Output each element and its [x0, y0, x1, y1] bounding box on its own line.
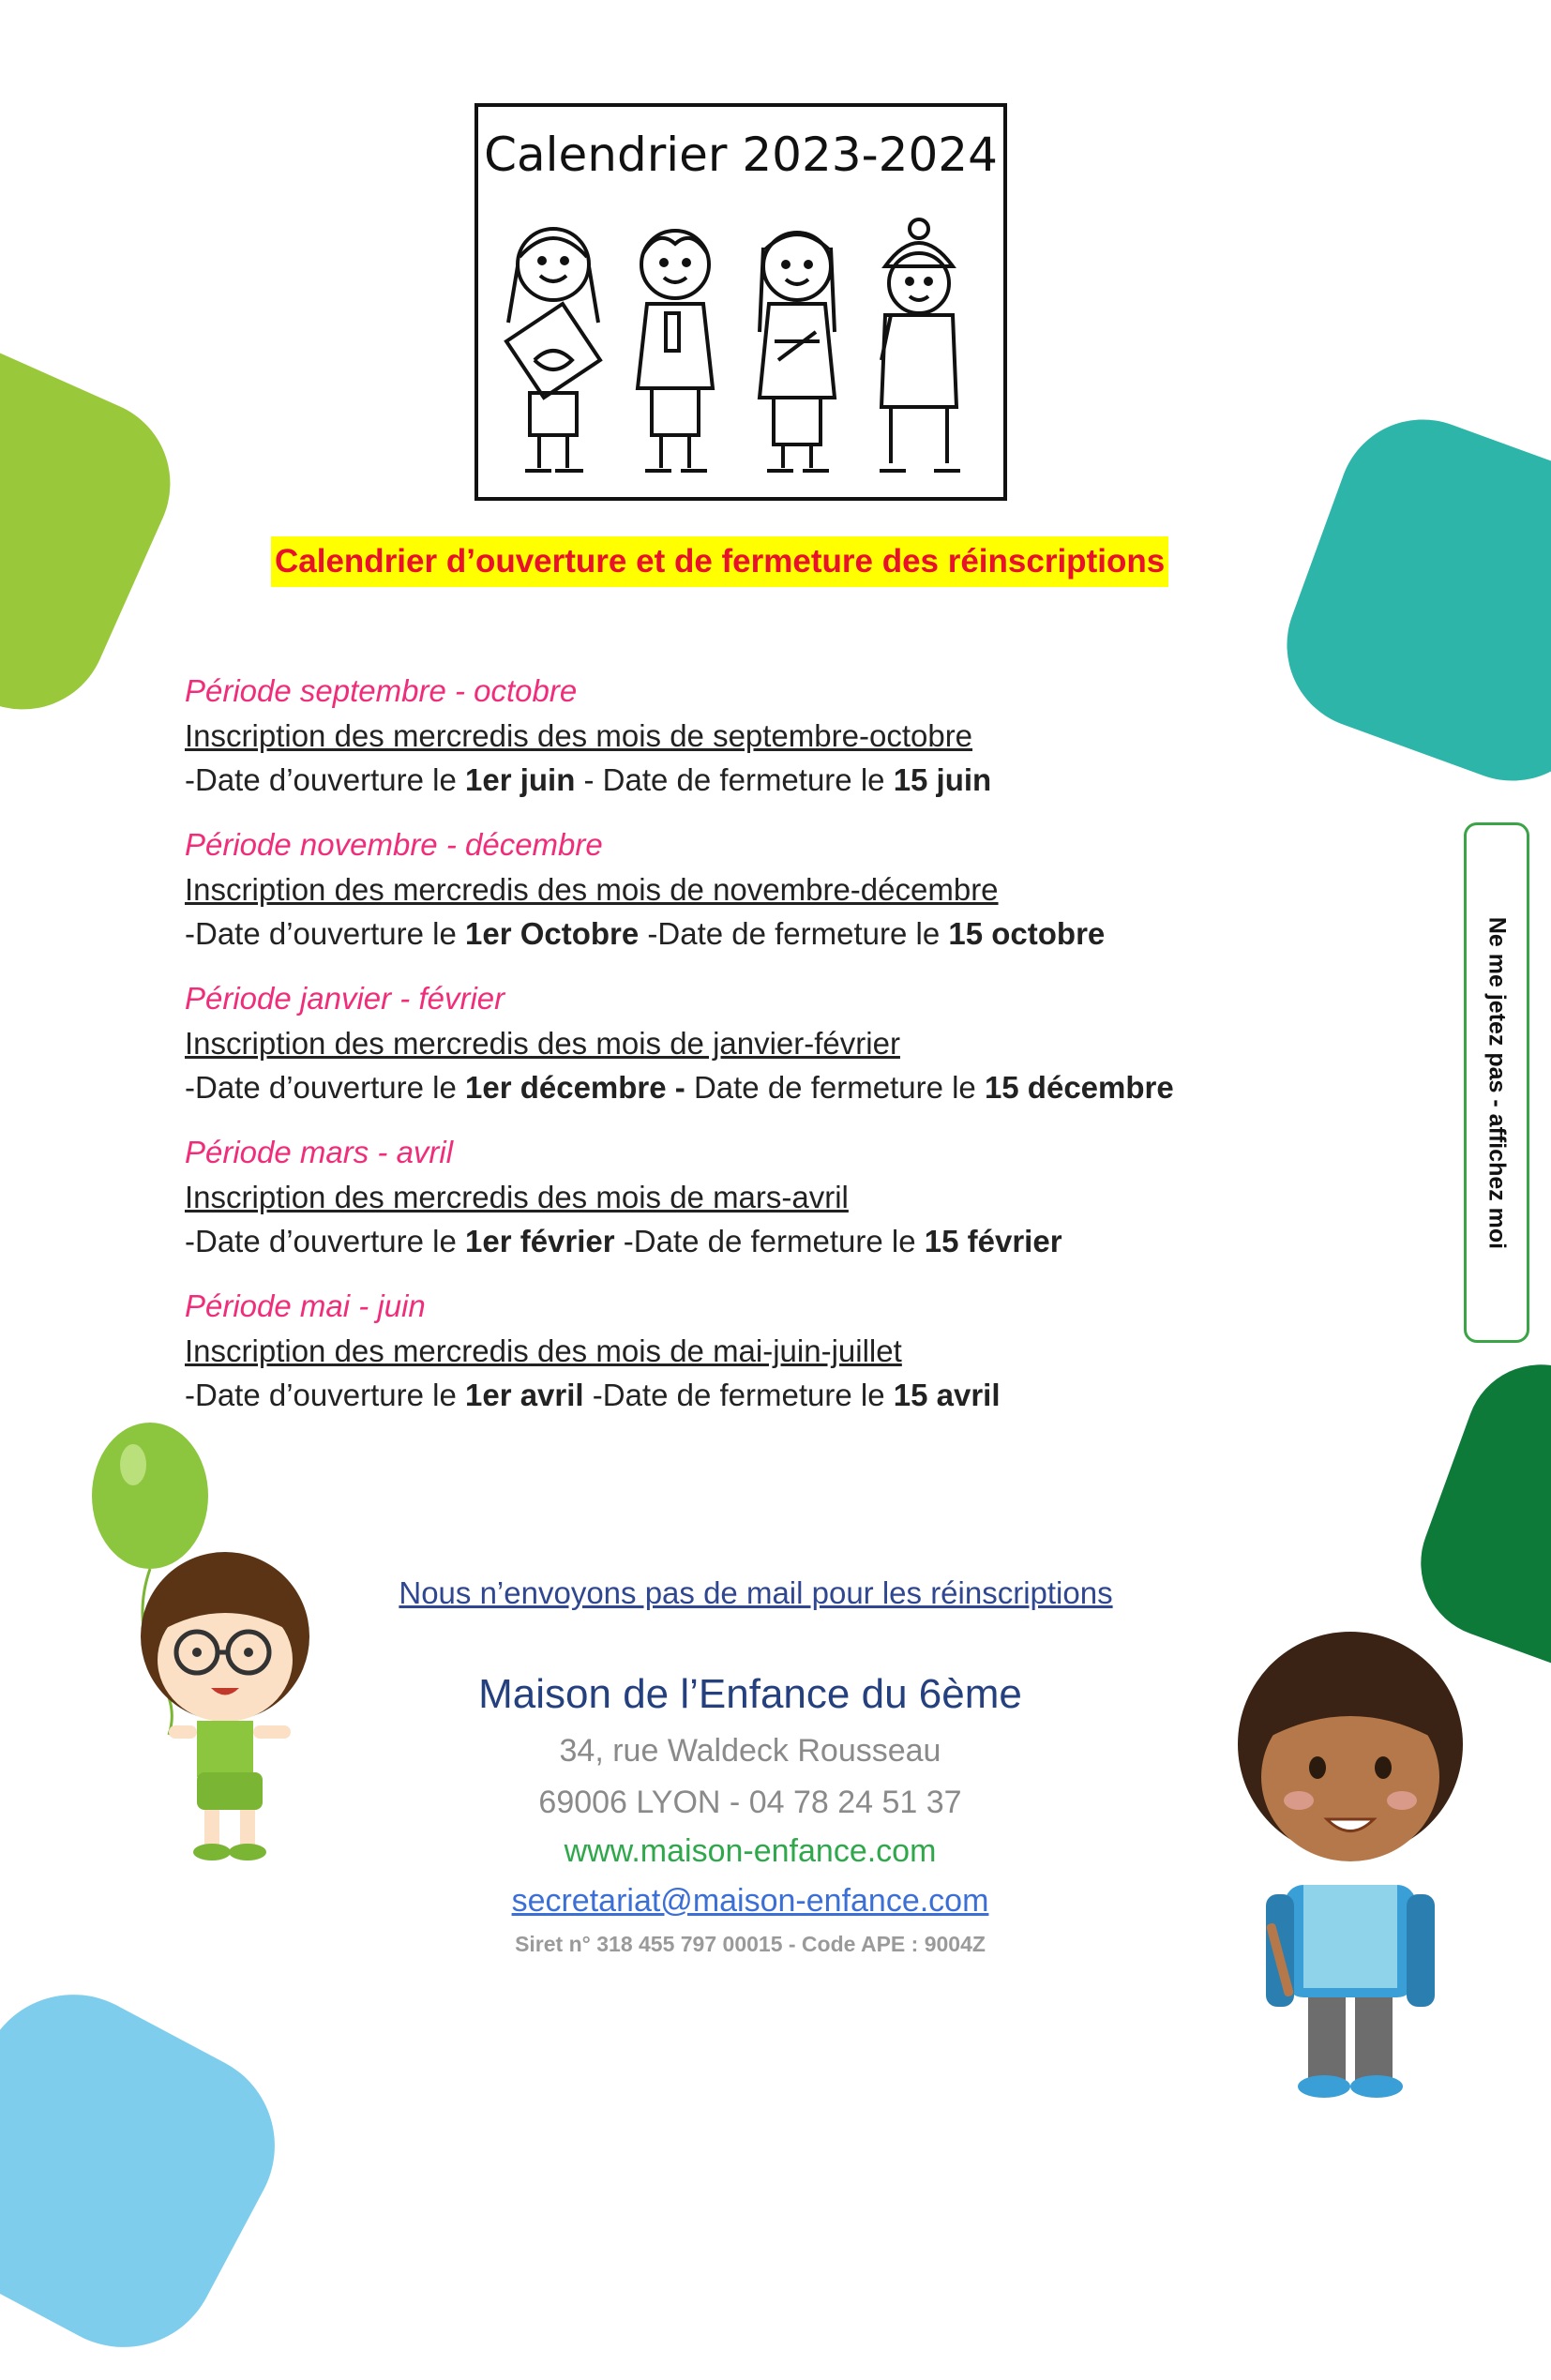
period-dates	[185, 758, 1310, 802]
period-block	[185, 1284, 1310, 1417]
open-prefix: -Date d’ouverture le	[185, 1378, 465, 1412]
period-title: Période septembre - octobre	[185, 673, 578, 708]
close-date: 15 avril	[893, 1378, 1001, 1412]
side-note-box	[1464, 822, 1529, 1343]
open-prefix: -Date d’ouverture le	[185, 916, 465, 951]
cover-title: Calendrier 2023-2024	[484, 128, 998, 182]
close-prefix: Date de fermeture le	[685, 1070, 985, 1105]
close-date: 15 juin	[893, 762, 992, 797]
close-prefix: -Date de fermeture le	[583, 1378, 894, 1412]
period-subtitle: Inscription des mercredis des mois de mars-avril	[185, 1180, 849, 1214]
open-date: 1er avril	[464, 1378, 584, 1412]
open-date: 1er février	[464, 1224, 615, 1258]
siret-info: Siret n° 318 455 797 00015 - Code APE : 9004Z	[515, 1932, 986, 1956]
period-block	[185, 669, 1310, 802]
page-heading: Calendrier d’ouverture et de fermeture des réinscriptions	[271, 536, 1168, 587]
website-link[interactable]: www.maison-enfance.com	[564, 1833, 937, 1869]
email-link[interactable]: secretariat@maison-enfance.com	[511, 1883, 989, 1919]
period-title: Période mars - avril	[185, 1135, 454, 1169]
close-date: 15 octobre	[948, 916, 1106, 951]
close-date: 15 février	[924, 1224, 1062, 1258]
period-title: Période janvier - février	[185, 981, 505, 1016]
boy-with-balloon-icon	[56, 1407, 366, 1875]
calendar-cover-image	[474, 103, 1007, 501]
no-mail-notice: Nous n’envoyons pas de mail pour les réinscriptions	[399, 1575, 1113, 1610]
period-block	[185, 822, 1310, 956]
period-dates	[185, 1065, 1310, 1109]
period-subtitle: Inscription des mercredis des mois de janvier-février	[185, 1026, 900, 1061]
open-prefix: -Date d’ouverture le	[185, 1224, 465, 1258]
close-prefix: -Date de fermeture le	[639, 916, 949, 951]
open-date: 1er décembre -	[464, 1070, 685, 1105]
open-prefix: -Date d’ouverture le	[185, 1070, 465, 1105]
periods-list	[185, 669, 1310, 1438]
address-street: 34, rue Waldeck Rousseau	[559, 1733, 941, 1769]
period-title: Période mai - juin	[185, 1288, 426, 1323]
open-date: 1er Octobre	[464, 916, 640, 951]
period-block	[185, 976, 1310, 1109]
period-subtitle: Inscription des mercredis des mois de mai-juin-juillet	[185, 1333, 902, 1368]
close-prefix: - Date de fermeture le	[575, 762, 894, 797]
period-subtitle: Inscription des mercredis des mois de septembre-octobre	[185, 718, 973, 753]
organization-name: Maison de l’Enfance du 6ème	[478, 1671, 1022, 1717]
period-dates	[185, 911, 1310, 956]
decor-sky-shape	[0, 1962, 308, 2380]
close-date: 15 décembre	[984, 1070, 1174, 1105]
address-city-phone: 69006 LYON - 04 78 24 51 37	[538, 1785, 962, 1820]
period-subtitle: Inscription des mercredis des mois de novembre-décembre	[185, 872, 999, 907]
open-date: 1er juin	[464, 762, 576, 797]
period-title: Période novembre - décembre	[185, 827, 603, 862]
close-prefix: -Date de fermeture le	[614, 1224, 925, 1258]
period-dates	[185, 1219, 1310, 1263]
open-prefix: -Date d’ouverture le	[185, 762, 465, 797]
boy-with-backpack-icon	[1210, 1613, 1491, 2119]
side-note-text: Ne me jetez pas - affichez moi	[1483, 916, 1511, 1249]
four-children-drawing-icon	[497, 210, 985, 482]
period-block	[185, 1130, 1310, 1263]
decor-lime-shape	[0, 309, 197, 736]
